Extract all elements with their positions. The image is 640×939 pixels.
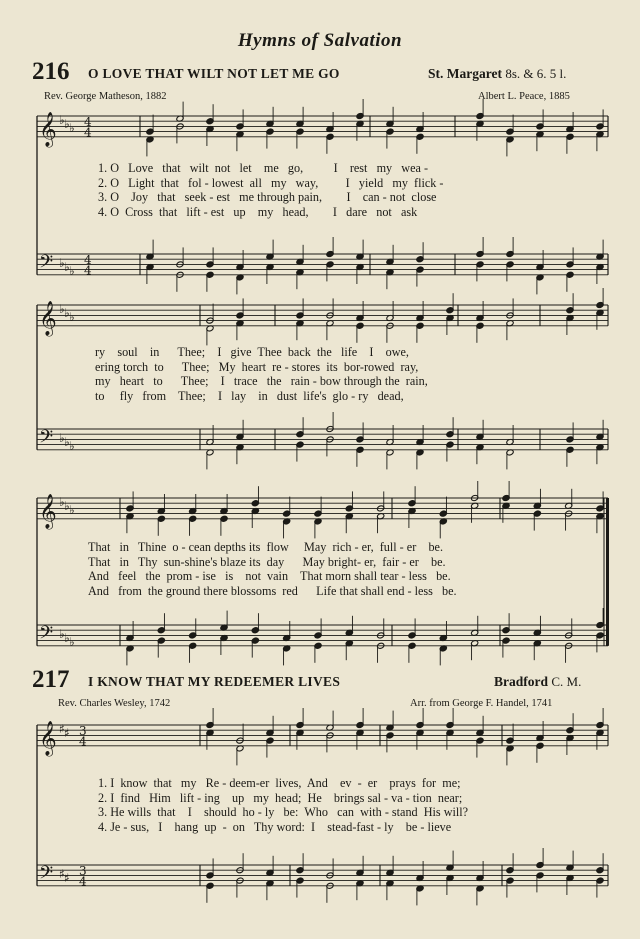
lyric-line: ering torch to Thee; My heart re - stores its bor-rowed ray, — [95, 359, 419, 374]
hymn-216-number: 216 — [32, 58, 70, 85]
key-signature: ♭ — [64, 260, 70, 274]
key-signature: ♭ — [64, 631, 70, 645]
lyric-line: 2. I find Him lift - ing up my head; He brings sal - va - tion near; — [98, 790, 463, 805]
lyric-line: That in Thy sun-shine's blaze its day May bright- er, fair - er be. — [88, 554, 446, 569]
bass-clef: 𝄢 — [39, 252, 54, 277]
hymn-217-number: 217 — [32, 666, 70, 693]
key-signature: ♭ — [69, 310, 75, 324]
lyric-line: 3. He wills that I should ho - ly be: Who can with - stand His will? — [98, 805, 469, 819]
lyric-line: 1. O Love that wilt not let me go, I rest my wea - — [98, 161, 429, 175]
key-signature: ♭ — [59, 302, 65, 316]
key-signature: ♯ — [64, 726, 70, 740]
hymn-217-title: I KNOW THAT MY REDEEMER LIVES — [88, 674, 341, 689]
lyric-line: 4. O Cross that lift - est up my head, I dare not ask — [98, 204, 418, 219]
lyric-line: And feel the prom - ise is not vain That morn shall tear - less be. — [88, 569, 451, 583]
lyric-line: my heart to Thee; I trace the rain - bow through the rain, — [95, 374, 428, 388]
time-signature: 4 — [79, 874, 87, 889]
time-signature: 4 — [84, 125, 92, 140]
treble-clef: 𝄞 — [39, 112, 57, 147]
lyric-line: ry soul in Thee; I give Thee back the life I owe, — [95, 345, 409, 359]
bass-clef: 𝄢 — [39, 863, 54, 888]
key-signature: ♭ — [69, 121, 75, 135]
hymn-217-author: Rev. Charles Wesley, 1742 — [58, 698, 171, 709]
hymn-216-tune-name: St. Margaret — [428, 66, 502, 81]
key-signature: ♭ — [69, 264, 75, 278]
key-signature: ♭ — [59, 495, 65, 509]
key-signature: ♭ — [64, 499, 70, 513]
lyric-line: to fly from Thee; I lay in dust life's glo - ry dead, — [95, 388, 404, 403]
key-signature: ♯ — [59, 867, 65, 881]
key-signature: ♭ — [64, 117, 70, 131]
time-signature: 4 — [84, 263, 92, 278]
key-signature: ♭ — [64, 435, 70, 449]
key-signature: ♭ — [59, 113, 65, 127]
time-signature: 3 — [79, 724, 87, 738]
lyric-line: 3. O Joy that seek - est me through pain, I can - not close — [98, 190, 437, 204]
lyric-line: That in Thine o - cean depths its flow May rich - er, full - er be. — [88, 540, 443, 554]
time-signature: 4 — [79, 734, 87, 749]
key-signature: ♭ — [69, 503, 75, 517]
hymn-216-meter: 8s. & 6. 5 l. — [505, 66, 567, 81]
hymn-216-author: Rev. George Matheson, 1882 — [44, 91, 167, 102]
lyric-line: 4. Je - sus, I hang up - on Thy word: I stead-fast - ly be - lieve — [98, 819, 452, 834]
bass-clef: 𝄢 — [39, 623, 54, 648]
hymn-217-composer: Arr. from George F. Handel, 1741 — [410, 698, 553, 709]
final-barline — [606, 498, 609, 646]
time-signature: 4 — [84, 115, 92, 129]
bass-clef: 𝄢 — [39, 427, 54, 452]
key-signature: ♯ — [59, 722, 65, 736]
treble-clef: 𝄞 — [39, 301, 57, 336]
time-signature: 4 — [84, 253, 92, 267]
key-signature: ♭ — [69, 439, 75, 453]
time-signature: 3 — [79, 864, 87, 878]
lyric-line: 2. O Light that fol - lowest all my way, I yield my flick - — [98, 175, 444, 190]
key-signature: ♭ — [59, 627, 65, 641]
section-title: Hymns of Salvation — [237, 30, 403, 51]
lyric-line: 1. I know that my Re - deem-er lives, And ev - er prays for me; — [98, 776, 461, 790]
key-signature: ♭ — [64, 306, 70, 320]
hymn-216-composer: Albert L. Peace, 1885 — [478, 91, 570, 102]
hymn-217-tune-name: Bradford — [494, 674, 548, 689]
key-signature: ♭ — [69, 635, 75, 649]
key-signature: ♭ — [59, 256, 65, 270]
hymn-217-meter: C. M. — [551, 674, 582, 689]
key-signature: ♯ — [64, 871, 70, 885]
lyric-line: And from the ground there blossoms red Life that shall end - less be. — [88, 583, 457, 598]
treble-clef: 𝄞 — [39, 721, 57, 756]
treble-clef: 𝄞 — [39, 494, 57, 529]
hymn-216-title: O LOVE THAT WILT NOT LET ME GO — [88, 66, 340, 81]
key-signature: ♭ — [59, 431, 65, 445]
